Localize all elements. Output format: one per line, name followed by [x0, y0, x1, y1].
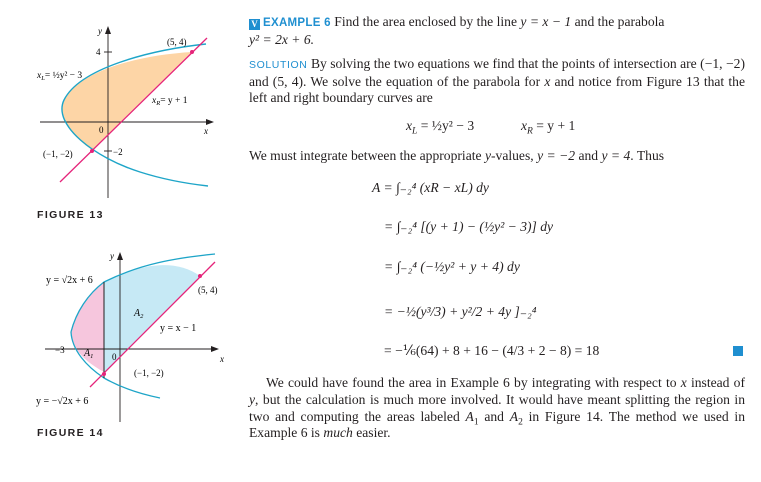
label-xl-var: x [37, 71, 42, 81]
point-top [190, 50, 194, 54]
integrate-p1: We must integrate between the appropriate [249, 148, 485, 163]
integrate-sentence [249, 148, 664, 164]
solution-label: SOLUTION [249, 59, 308, 71]
text-column [249, 14, 745, 107]
point-top [198, 274, 202, 278]
final-p2: instead of [686, 375, 745, 390]
final-p5: in Figure 14. The method we used in Example 6 is [249, 408, 745, 441]
solution-paragraph [249, 56, 745, 107]
math-line-2: = ∫₋₂⁴ [(y + 1) − (½y² − 3)] dy [384, 219, 554, 234]
y-axis-arrow-icon [117, 252, 123, 260]
boundary-equations [406, 118, 576, 137]
solution-p1: By solving the two equations we find that the points of intersection are (−1, −2) and (5, 4). We solve the equation of the parabola for [249, 56, 745, 89]
tick-label-m3: −3 [55, 345, 65, 355]
final-x: x [680, 375, 687, 390]
math-line-3: = ∫₋₂⁴ (−½y² + y + 4) dy [384, 259, 520, 274]
label-upper-curve: y = √2x + 6 [46, 275, 93, 286]
point-top-label: (5, 4) [167, 37, 187, 47]
label-xl [36, 70, 82, 82]
eq-xr-sub: R [527, 126, 533, 137]
a1-sub: 1 [90, 353, 94, 360]
eq-xr-rhs: = y + 1 [532, 118, 576, 133]
eq-xl-var: x [406, 118, 413, 133]
integrate-eq1: y = −2 [537, 148, 576, 163]
point-bottom [90, 149, 94, 153]
example-q4: y² = 2x + 6. [249, 31, 315, 47]
axis-label-y: y [110, 251, 114, 261]
final-paragraph [249, 375, 745, 442]
integrate-eq2: y = 4 [601, 148, 631, 163]
origin-label: 0 [99, 125, 104, 135]
figure-13-caption: FIGURE 13 [37, 209, 104, 221]
example-q2: y = x − 1 [520, 14, 572, 29]
eq-xr-var: x [520, 118, 527, 133]
a1-letter: A [84, 348, 91, 359]
solution-p2: and notice from Figure 13 that the left and right boundary curves are [249, 73, 745, 105]
figure-14 [0, 232, 240, 447]
final-p3: , but the calculation is much more involved. It would have meant splitting the region in two and computing the areas labeled [249, 391, 745, 424]
x-axis-arrow-icon [211, 346, 219, 352]
axis-label-x: x [204, 126, 208, 136]
eq-xl-sub: L [412, 126, 418, 137]
point-bottom-label: (−1, −2) [43, 149, 73, 159]
final-p1: We could have found the area in Example 6 by integrating with respect to [266, 375, 681, 390]
integrate-p2: -values, [491, 148, 538, 163]
point-bottom-label: (−1, −2) [134, 368, 164, 378]
label-xr-sub: R [156, 100, 161, 107]
integrate-y: y [484, 148, 491, 163]
label-xl-sub: L [41, 75, 45, 82]
eq-xl-rhs: = ½y² − 3 [417, 118, 475, 133]
integrate-p3: and [575, 148, 602, 163]
a2-letter: A [134, 308, 141, 319]
point-bottom [102, 372, 106, 376]
math-line-5: = −⅙(64) + 8 + 16 − (4/3 + 2 − 8) = 18 [384, 343, 600, 358]
final-much: much [323, 425, 353, 441]
figure-13 [0, 0, 240, 225]
example-q3: and the parabola [571, 14, 665, 29]
label-lower-curve: y = −√2x + 6 [36, 396, 89, 407]
x-axis-arrow-icon [206, 119, 214, 125]
final-a1-sub: 1 [473, 417, 479, 428]
final-p4: and [478, 408, 510, 424]
example-statement [249, 14, 745, 48]
axis-label-x: x [220, 354, 224, 364]
final-a2-sub: 2 [518, 417, 523, 428]
point-top-label: (5, 4) [198, 285, 218, 295]
tick-label-4: 4 [96, 47, 101, 57]
solution-x: x [544, 73, 551, 89]
math-line-4: = −½(y³/3) + y²/2 + 4y ]₋₂⁴ [384, 304, 537, 319]
final-a2: A [509, 408, 519, 424]
label-xr [151, 96, 188, 107]
axis-label-y: y [98, 26, 102, 36]
math-line-1: A = ∫₋₂⁴ (xR − xL) dy [372, 180, 489, 195]
example-title: EXAMPLE 6 [263, 17, 331, 29]
label-line: y = x − 1 [160, 323, 197, 334]
region-a2 [104, 265, 200, 374]
final-p6: easier. [352, 425, 391, 441]
end-of-solution-marker [733, 346, 743, 356]
label-xl-rhs: = ½y² − 3 [44, 71, 83, 81]
origin-label: 0 [112, 352, 117, 362]
example-badge: V [249, 19, 260, 30]
y-axis-arrow-icon [105, 26, 111, 34]
integrate-p4: . Thus [630, 148, 665, 163]
figure-14-caption: FIGURE 14 [37, 427, 104, 439]
tick-label-m2: −2 [113, 147, 123, 157]
final-a1: A [465, 408, 474, 424]
example-q1: Find the area enclosed by the line [334, 14, 521, 29]
label-xr-rhs: = y + 1 [160, 96, 188, 106]
final-y: y [249, 391, 256, 407]
a2-sub: 2 [140, 313, 144, 320]
label-xr-var: x [152, 96, 157, 106]
